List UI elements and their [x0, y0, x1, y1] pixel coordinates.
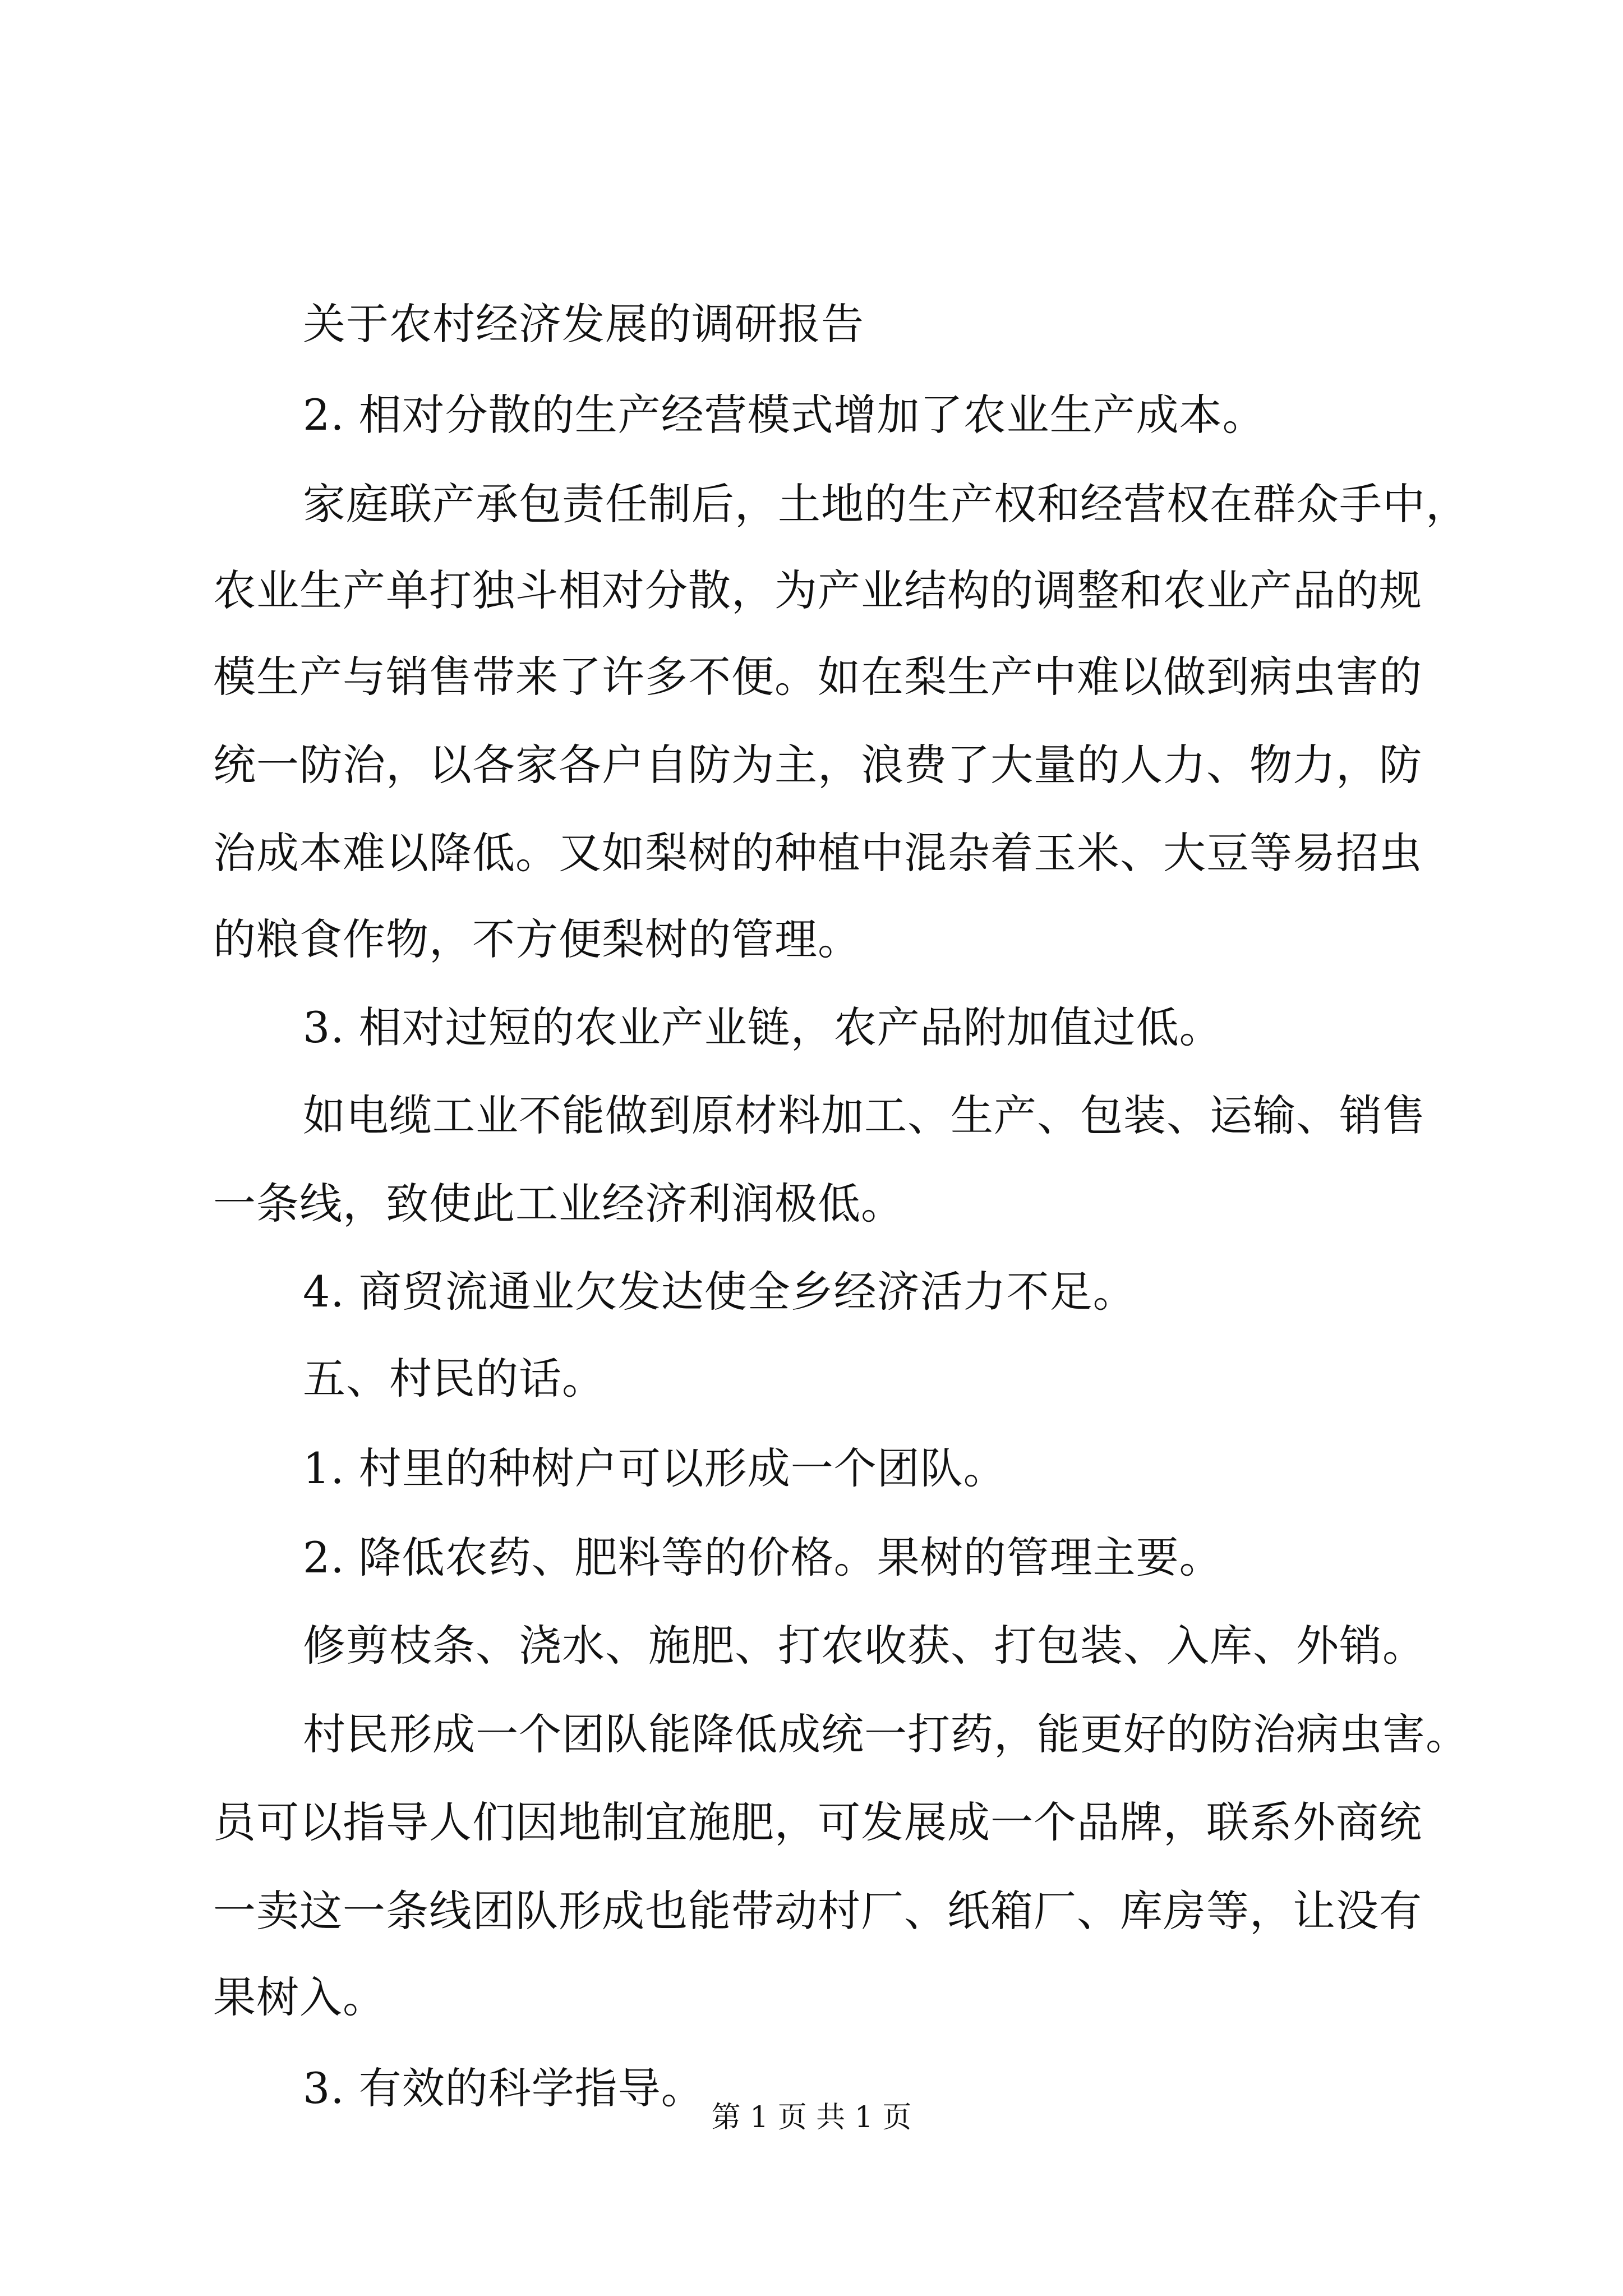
text-line: 村民形成一个团队能降低成统一打药，能更好的防治病虫害。 [303, 1709, 1469, 1759]
page-footer: 第 1 页 共 1 页 [711, 2101, 912, 2134]
text-line: 模生产与销售带来了许多不便。如在梨生产中难以做到病虫害的 [213, 652, 1422, 702]
text-line: 治成本难以降低。又如梨树的种植中混杂着玉米、大豆等易招虫 [213, 828, 1422, 878]
text-line: 一卖这一条线团队形成也能带动村厂、纸箱厂、库房等，让没有 [213, 1886, 1422, 1936]
text-line: 的粮食作物，不方便梨树的管理。 [213, 914, 861, 964]
text-line: 2. 降低农药、肥料等的价格。果树的管理主要。 [303, 1533, 1223, 1582]
text-line: 3. 有效的科学指导。 [303, 2063, 704, 2113]
text-line: 关于农村经济发展的调研报告 [303, 299, 864, 349]
text-line: 家庭联产承包责任制后，土地的生产权和经营权在群众手中， [303, 479, 1469, 529]
text-line: 3. 相对过短的农业产业链，农产品附加值过低。 [303, 1002, 1223, 1052]
text-line: 如电缆工业不能做到原材料加工、生产、包装、运输、销售 [303, 1091, 1426, 1140]
text-line: 农业生产单打独斗相对分散，为产业结构的调整和农业产品的规 [213, 565, 1422, 615]
text-line: 员可以指导人们因地制宜施肥，可发展成一个品牌，联系外商统 [213, 1797, 1422, 1847]
text-line: 修剪枝条、浇水、施肥、打农收获、打包装、入库、外销。 [303, 1621, 1426, 1671]
text-line: 五、村民的话。 [303, 1354, 605, 1404]
text-line: 2. 相对分散的生产经营模式增加了农业生产成本。 [303, 390, 1266, 440]
text-line: 一条线，致使此工业经济利润极低。 [213, 1179, 904, 1228]
text-line: 4. 商贸流通业欠发达使全乡经济活力不足。 [303, 1267, 1136, 1317]
text-line: 统一防治，以各家各户自防为主，浪费了大量的人力、物力，防 [213, 740, 1422, 790]
text-line: 1. 村里的种树户可以形成一个团队。 [303, 1443, 1007, 1493]
text-line: 果树入。 [213, 1972, 386, 2022]
